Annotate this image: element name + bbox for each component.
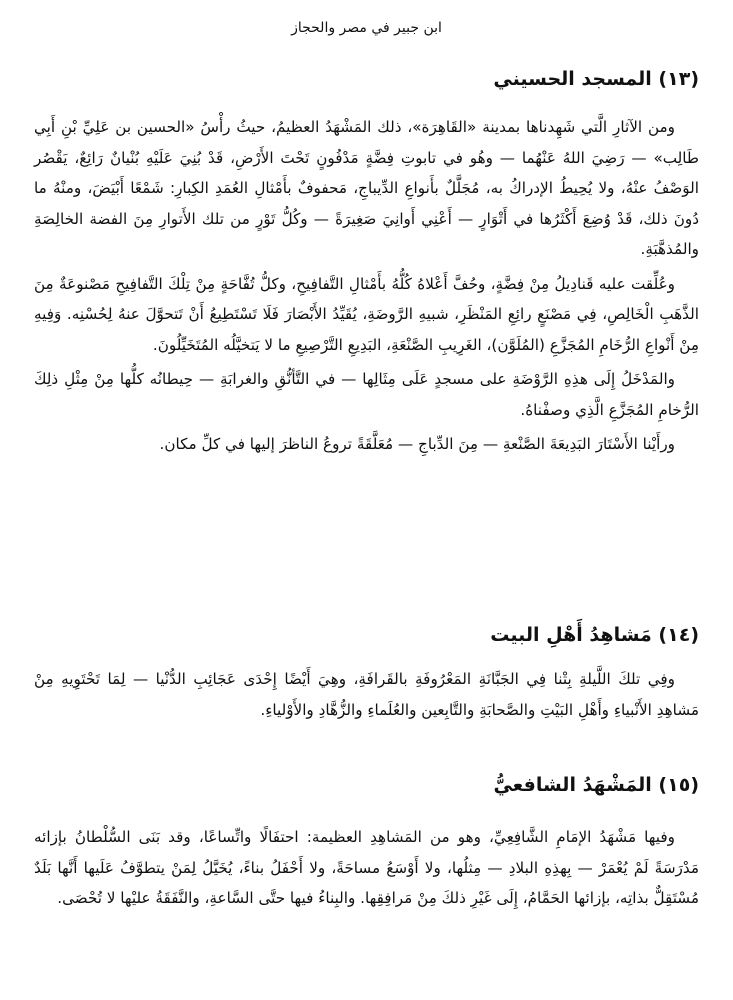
- running-header: ابن جبير في مصر والحجاز: [291, 20, 442, 36]
- paragraph: ومن الآثارِ الَّتي شَهِدناها بمدينة «القَاهِرَة»، ذلك المَشْهَدُ العظيمُ، حيثُ رأْسُ «الحسين بن عَلِيِّ بْنِ أَبِي طَالِب» — رَضِيَ اللهُ عَنْهُما — وهُو في تابوتِ فِضَّةٍ مَدْفُونٍ تَحْتَ الأَرْضِ، قَدْ بُنِيَ عَلَيْهِ بُنْيانٌ رَائِعٌ، يَقْصُر الوَصْفُ عنْهُ، ولا يُحِيطُ الإدراكُ به، مُجَلَّلٌ بأَنواعِ الدِّيباجِ، مَحفوفٌ بأَمْثالِ العُمَدِ الكِبارِ: شَمْعًا أَبْيَضَ، ومنْهُ ما دُونَ ذلك، قَدْ وُضِعَ أَكْثَرُها في أَتْوَارٍ — أَعْنِي أَوانِيَ صَغِيرَةً — وكُلُّ تَوْرٍ من تلك الأَتوارِ مِنَ الفضة الخالِصَةِ والمُذهَّبَةِ.: [34, 118, 699, 258]
- section-heading: (١٣) المسجد الحسيني: [493, 68, 699, 90]
- section-ahl-al-bayt-shrines: [34, 620, 699, 729]
- paragraph: وعُلِّقت عليه قَنادِيلُ مِنْ فِضَّةٍ، وحُفَّ أَعْلاهُ كُلُّهُ بأَمْثالِ التَّفافِيحِ، وكلُّ تُفَّاحَةٍ مِنْ تِلْكَ التَّفافِيحِ مَصْنوعَةٌ مِنَ الذَّهَبِ الْخَالِصِ، فِي مَصْنَعٍ رائِعِ المَنْظَرِ، شبيهِ الرَّوضَةِ، يُقَيِّدُ الأَبْصَارَ فَلَا تَسْتَطِيعُ أَنْ تَتحوَّلَ عنهُ لِحُسْنِه. وَفِيهِ مِنْ أَنْواعِ الرُّخَامِ المُجَزَّعِ (المُلَوَّن)، الغَرِيبِ الصَّنْعَةِ، البَدِيعِ التَّرْصِيعِ ما لا يَتخيَّلُه المُتَخَيِّلُونَ.: [34, 274, 699, 354]
- section-heading: (١٥) المَشْهَدُ الشافعيُّ: [493, 774, 699, 796]
- section-heading: (١٤) مَشاهِدُ أَهْلِ البيت: [490, 624, 699, 646]
- section-shafii-shrine: [34, 770, 699, 918]
- paragraph: وفيها مَشْهَدُ الإمَامِ الشَّافِعِيِّ، وهو من المَشاهِدِ العظيمة: احتفَالًا واتِّساعًا، وقد بَنَى السُّلْطانُ بإزائه مَدْرَسَةً لَمْ يُعْمَرْ — بِهذِهِ البلادِ — مِثلُها، ولا أَوْسَعُ مساحَةً، ولا أَحْفَلُ بناءً، يُخَيَّلُ لِمَنْ يتطوَّفُ عَلَيها أَنَّها بَلَدٌ مُسْتَقِلٌّ بذاتِه، بإزائها الحَمَّامُ، إِلَى غَيْرِ ذلكَ مِنْ مَرافِقِها. والبِناءُ فيها حتَّى السَّاعةِ، والنَّفَقَةُ عليْها لا تُحْصَى.: [34, 828, 699, 907]
- paragraph: والمَدْخَلُ إِلَى هذِهِ الرَّوْضَةِ على مسجدٍ عَلَى مِثَالِها — في التَّأنُّقِ والغرابَةِ — حِيطانُه كلُّها مِنْ مِثْلِ ذلِكَ الرُّخامِ المُجَزَّعِ الَّذِي وصفْناهُ.: [34, 370, 699, 419]
- section-husseini-mosque: [34, 64, 699, 464]
- paragraph: وفِي تلكَ اللَّيلةِ بِتْنا فِي الجَبَّانَةِ المَعْرُوفَةِ بالقَرافَةِ، وهِيَ أَيْضًا إِحْدَى عَجَائِبِ الدُّنْيا — لِمَا تَحْتَوِيهِ مِنْ مَشاهِدِ الأَنْبياءِ وأَهْلِ البَيْتِ والصَّحابَةِ والتَّابِعين والعُلَماءِ والزُّهَّادِ والأَوْلياءِ.: [34, 670, 699, 719]
- paragraph: ورأَيْنا الأَسْتَارَ البَدِيعَةَ الصَّنْعةِ — مِنَ الدِّباجِ — مُعَلَّقَةً تروعُ الناظرَ إليها في كلِّ مكان.: [159, 435, 675, 453]
